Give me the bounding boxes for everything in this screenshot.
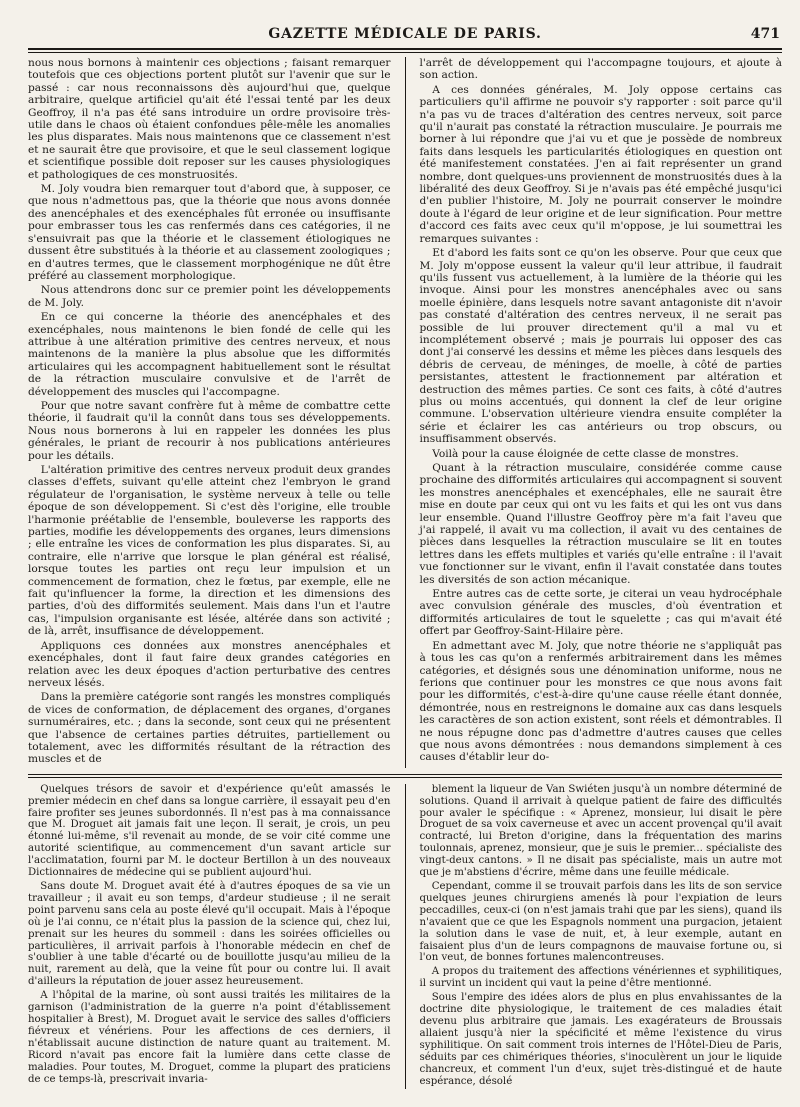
paragraph: Nous attendrons donc sur ce premier point les développements de M. Joly. <box>28 284 391 309</box>
article-column-left <box>28 57 391 768</box>
page-header <box>28 22 782 48</box>
paragraph: Dans la première catégorie sont rangés les monstres compliqués de vices de conformation, de déplacement des organes, d'organes surnuméraires, etc. ; dans la seconde, sont ceux qui ne présentent que l'absence de certaines parties détruites, partiellement ou totalement, avec les difformités résultant de la rétraction des muscles et de <box>28 691 391 766</box>
paragraph: En admettant avec M. Joly, que notre théorie ne s'appliquât pas à tous les cas qu'on a renfermés arbitrairement dans les mêmes catégories, et désignés sous une dénomination uniforme, nous ne ferions que continuer pour les monstres ce que nous avons fait pour les difformités, c'est-à-dire qu'une cause réelle étant donnée, démontrée, nous en restreignons le domaine aux cas dans lesquels les caractères de son action existent, sont réels et démontrables. Il ne nous répugne donc pas d'admettre d'autres causes que celles que nous avons démontrées : nous demandons simplement à ces causes d'établir leur do- <box>419 639 782 764</box>
paragraph: En ce qui concerne la théorie des anencéphales et des exencéphales, nous maintenons le bien fondé de celle qui les attribue à une altération primitive des centres nerveux, et nous maintenons de la manière la plus absolue que les difformités articulaires qui les accompagnent habituellement sont le résultat de la rétraction musculaire convulsive et de l'arrêt de développement des muscles qui l'accompagne. <box>28 311 391 398</box>
header-rule <box>28 48 782 53</box>
main-article <box>28 57 782 768</box>
paragraph: Voilà pour la cause éloignée de cette classe de monstres. <box>432 447 739 460</box>
paragraph: Quelques trésors de savoir et d'expérience qu'eût amassés le premier médecin en chef dans sa longue carrière, il essayait peu d'en faire profiter ses jeunes subordonnés. Il n'est pas à ma connaissance que M. Droguet ait jamais fait une leçon. Il serait, je crois, un peu étonné lui-même, s'il revenait au monde, de se voir cité comme une autorité scientifique, au commencement d'un savant article sur l'acclimatation, fourni par M. le docteur Bertillon à un des nouveaux Dictionnaires de médecine qui se publient aujourd'hui. <box>28 783 391 879</box>
article-column-right <box>420 57 783 768</box>
paragraph: Sous l'empire des idées alors de plus en plus envahissantes de la doctrine dite physiologique, le traitement de ces maladies était devenu plus arbitraire que jamais. Les exagérateurs de Broussais allaient jusqu'à nier la spécificité et même l'existence du virus syphilitique. On sait comment trois internes de l'Hôtel-Dieu de Paris, séduits par ces chimériques théories, s'inoculèrent un jour le liquide chancreux, et comment l'un d'eux, sujet très-distingué et de haute espérance, désolé <box>419 992 782 1087</box>
running-title: GAZETTE MÉDICALE DE PARIS. <box>268 26 542 42</box>
paragraph: blement la liqueur de Van Swiéten jusqu'à un nombre déterminé de solutions. Quand il arrivait à quelque patient de faire des difficultés pour avaler le spécifique : « Aprenez, monsieur, lui disait le père Droguet de sa voix caverneuse et avec un accent provençal qu'il avait contracté, lui Breton d'origine, dans la fréquentation des marins toulonnais, aprenez, monsieur, que je suis le premier... spécialiste des vingt-deux cantons. » Il ne disait pas spécialiste, mais un autre mot que je m'abstiens d'écrire, même dans une feuille médicale. <box>419 783 782 879</box>
paragraph: L'altération primitive des centres nerveux produit deux grandes classes d'effets, suivant qu'elle atteint chez l'embryon le grand régulateur de l'organisation, le système nerveux à telle ou telle époque de son développement. Si c'est dès l'origine, elle trouble l'harmonie préétablie de l'ensemble, bouleverse les rapports des parties, modifie les développements des organes, leurs dimensions ; elle entraîne les vices de conformation les plus disparates. Si, au contraire, elle n'arrive que lorsque le plan général est réalisé, lorsque toutes les parties ont reçu leur impulsion et un commencement de formation, chez le fœtus, par exemple, elle ne fait qu'influencer la forme, la direction et les dimensions des parties, d'où des difformités seulement. Mais dans l'un et l'autre cas, l'impulsion organisante est lésée, altérée dans son activité ; de là, arrêt, insuffisance de développement. <box>28 464 391 638</box>
paragraph: Quant à la rétraction musculaire, considérée comme cause prochaine des difformités articulaires qui accompagnent si souvent les monstres anencéphales et exencéphales, elle ne saurait être mise en doute par ceux qui ont vu les faits et qui les ont vus dans leur ensemble. Quand l'illustre Geoffroy père m'a fait l'aveu que j'ai rappelé, il avait vu ma collection, il avait vu des centaines de pièces dans lesquelles la rétraction musculaire se lit en toutes lettres dans les effets multiples et variés qu'elle entraîne : il l'avait vue fonctionner sur le vivant, enfin il l'avait constatée dans toutes les diversités de son action mécanique. <box>419 462 782 586</box>
paragraph: M. Joly voudra bien remarquer tout d'abord que, à supposer, ce que nous n'admettous pas, que la théorie que nous avons donnée des anencéphales et des exencéphales fût erronée ou insuffisante pour embrasser tous les cas renfermés dans ces catégories, il ne s'ensuivrait pas que la théorie et le classement étiologiques ne dussent être substitués à la théorie et au classement zoologiques ; en d'autres termes, que le classement morphogénique ne dût être préféré au classement morphologique. <box>28 183 391 282</box>
feuilleton-column-right <box>420 784 783 1090</box>
feuilleton-rule <box>28 774 782 778</box>
feuilleton <box>28 784 782 1090</box>
paragraph: A ces données générales, M. Joly oppose certains cas particuliers qu'il affirme ne pouvoir s'y rapporter : soit parce qu'il n'a pas vu de traces d'altération des centres nerveux, soit parce qu'il n'aurait pas constaté la rétraction musculaire. Je pourrais me borner à lui répondre que j'ai vu et que je possède de nombreux faits dans lesquels les particularités étiologiques en question ont été manifestement constatées. J'en ai fait représenter un grand nombre, dont quelques-uns proviennent de monstruosités dues à la libéralité des deux Geoffroy. Si je n'avais pas été empêché jusqu'ici d'en publier l'histoire, M. Joly ne pourrait conserver le moindre doute à l'égard de leur origine et de leur signification. Pour mettre d'accord ces faits avec ceux qu'il m'oppose, je lui soumettrai les remarques suivantes : <box>419 83 782 245</box>
paragraph: Pour que notre savant confrère fut à même de combattre cette théorie, il faudrait qu'il la connût dans tous ses développements. Nous nous bornerons à lui en rappeler les données les plus générales, le priant de recourir à nos publications antérieures pour les détails. <box>28 399 391 462</box>
feuilleton-column-left <box>28 784 391 1090</box>
newspaper-page <box>28 22 782 1089</box>
column-divider <box>405 784 406 1090</box>
column-divider <box>405 57 406 768</box>
paragraph: Appliquons ces données aux monstres anencéphales et exencéphales, dont il faut faire deux grandes catégories en relation avec les deux époques d'action perturbative des centres nerveux lésés. <box>28 639 391 689</box>
paragraph: l'arrêt de développement qui l'accompagne toujours, et ajoute à son action. <box>419 57 782 82</box>
paragraph: Et d'abord les faits sont ce qu'on les observe. Pour que ceux que M. Joly m'oppose eussent la valeur qu'il leur attribue, il faudrait qu'ils fussent vus actuellement, à la lumière de la théorie qui les invoque. Ainsi pour les monstres anencéphales avec ou sans moelle épinière, dans lesquels notre savant antagoniste dit n'avoir pas constaté d'altération des centres nerveux, il ne serait pas possible de lui prouver directement qu'il a mal vu et incomplétement observé ; mais je pourrais lui opposer des cas dont j'ai conservé les dessins et même les pièces dans lesquels des débris de cerveau, de méninges, de moelle, à côté de parties persistantes, attestent le fractionnement par altération et destruction des mêmes parties. Ce sont ces faits, à côté d'autres plus ou moins accentués, qui donnent la clef de leur origine commune. L'observation ultérieure viendra ensuite compléter la série et éclairer les cas antérieurs ou trop obscurs, ou insuffisamment observés. <box>419 247 782 446</box>
paragraph: Entre autres cas de cette sorte, je citerai un veau hydrocéphale avec convulsion générale des muscles, d'où éventration et difformités articulaires de tout le squelette ; cas qui m'avait été offert par Geoffroy-Saint-Hilaire père. <box>419 588 782 638</box>
paragraph: nous nous bornons à maintenir ces objections ; faisant remarquer toutefois que ces objections portent plutôt sur l'avenir que sur le passé : car nous reconnaissons dès aujourd'hui que, quelque arbitraire, quelque artificiel qu'ait été l'essai tenté par les deux Geoffroy, il n'a pas été sans introduire un ordre provisoire très-utile dans le chaos où étaient confondues pêle-mêle les anomalies les plus disparates. Mais nous maintenons que ce classement n'est et ne saurait être que provisoire, et que le seul classement logique et scientifique possible doit reposer sur les causes physiologiques et pathologiques de ces monstruosités. <box>28 57 391 181</box>
paragraph: A propos du traitement des affections vénériennes et syphilitiques, il survint un incident qui vaut la peine d'être mentionné. <box>419 966 782 990</box>
paragraph: Cependant, comme il se trouvait parfois dans les lits de son service quelques jeunes chirurgiens amenés là pour l'expiation de leurs peccadilles, ceux-ci (on n'est jamais trahi que par les siens), quand ils n'avaient que ce que les Espagnols nomment una purgacion, jetaient la solution dans le vase de nuit, et, à leur exemple, autant en faisaient plus d'un de leurs compagnons de mauvaise fortune ou, si l'on veut, de bonnes fortunes malencontreuses. <box>419 881 782 964</box>
paragraph: Sans doute M. Droguet avait été à d'autres époques de sa vie un travailleur ; il avait eu son temps, d'ardeur studieuse ; il ne serait point parvenu sans cela au poste élevé qu'il occupait. Mais à l'époque où je l'ai connu, ce n'était plus la passion de la science qui, chez lui, prenait sur les heures du sommeil : dans les soirées officielles ou particulières, il arrivait parfois à l'honorable médecin en chef de s'oublier à une table d'écarté ou de bouillotte jusqu'au milieu de la nuit, rarement au delà, que la veine fût pour ou contre lui. Il avait d'ailleurs la réputation de jouer assez heureusement. <box>28 881 391 988</box>
page-number: 471 <box>750 26 780 42</box>
paragraph: A l'hôpital de la marine, où sont aussi traités les militaires de la garnison (l'administration de la guerre n'a point d'établissement hospitalier à Brest), M. Droguet avait le service des salles d'officiers fiévreux et vénériens. Pour les affections de ces derniers, il n'établissait aucune distinction de nature quant au traitement. M. Ricord n'avait pas encore fait la lumière dans cette classe de maladies. Pour toutes, M. Droguet, comme la plupart des praticiens de ce temps-là, prescrivait invaria- <box>28 990 391 1085</box>
